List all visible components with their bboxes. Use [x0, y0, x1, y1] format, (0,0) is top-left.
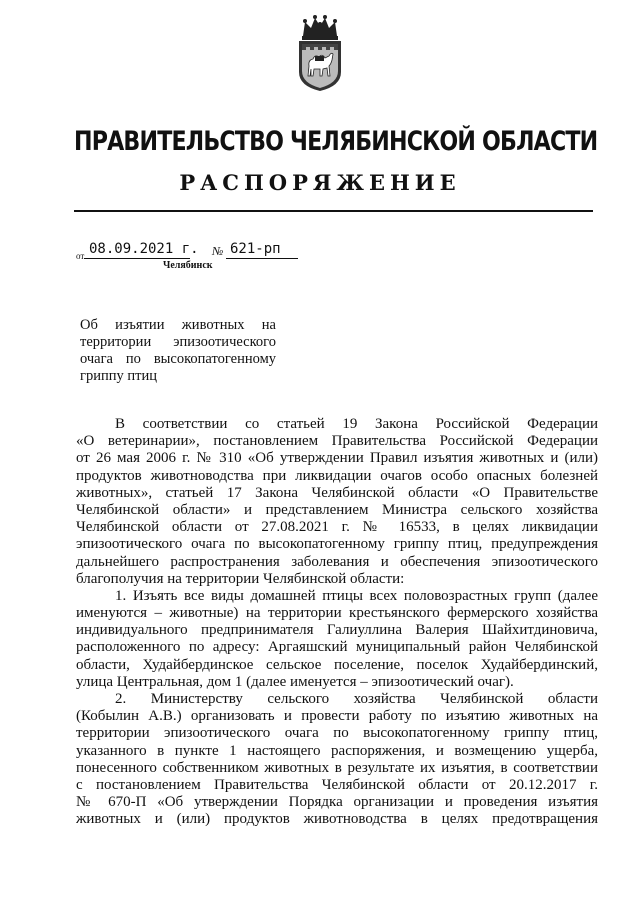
document-subject: Об изъятии животных на территории эпизоотического очага по высокопатогенному гриппу птиц [80, 317, 276, 384]
body-line: 2. Министерству сельского хозяйства Челябинской области [115, 691, 598, 707]
number-underline [226, 258, 298, 259]
body-line: индивидуального предпринимателя Галиуллина Валерия Шайхитдиновича, [76, 622, 598, 639]
body-line: животных», статьей 17 Закона Челябинской области «О Правительстве [76, 484, 598, 501]
body-line: Челябинской области от 27.08.2021 г. № 16533, в целях ликвидации [76, 519, 598, 536]
body-line: улица Центральная, дом 1 (далее именуется – эпизоотический очаг). [76, 673, 514, 690]
body-line: В соответствии со статьей 19 Закона Российской Федерации [115, 416, 598, 432]
city-label: Челябинск [163, 260, 213, 271]
body-line: (Кобылин А.В.) организовать и провести работу по изъятию животных на [76, 708, 598, 725]
body-line: с постановлением Правительства Челябинской области от 20.12.2017 г. [76, 776, 598, 793]
body-line: № 670-П «Об утверждении Порядка организации и проведения изъятия [76, 794, 598, 811]
body-line: эпизоотического очага по высокопатогенному гриппу птиц, предупреждения [76, 536, 598, 553]
document-type: РАСПОРЯЖЕНИЕ [179, 170, 461, 195]
header-divider [74, 210, 593, 212]
coat-of-arms-icon [291, 14, 349, 92]
organization-name: ПРАВИТЕЛЬСТВО ЧЕЛЯБИНСКОЙ ОБЛАСТИ [74, 126, 598, 157]
body-line: именуются – животные) на территории крестьянского фермерского хозяйства [76, 605, 598, 622]
body-line: расположенного по адресу: Аргаяшский муниципальный район Челябинской [76, 639, 598, 656]
date-prefix-label: от [76, 251, 85, 261]
body-line: благополучия на территории Челябинской области: [76, 570, 405, 587]
body-line: Челябинской области» и представлением Министра сельского хозяйства [76, 501, 598, 518]
body-line: указанного в пункте 1 настоящего распоряжения, и возмещению ущерба, [76, 742, 598, 759]
document-number: 621-рп [230, 241, 281, 257]
body-line: понесенного собственником животных в результате их изъятия, в соответствии [76, 759, 598, 776]
number-label: № [212, 244, 224, 258]
body-line: «О ветеринарии», постановлением Правительства Российской Федерации [76, 433, 598, 450]
body-line: области, Худайбердинское сельское поселение, поселок Худайбердинский, [76, 656, 598, 673]
body-line: от 26 мая 2006 г. № 310 «Об утверждении Правил изъятия животных и (или) [76, 450, 598, 467]
body-line: продуктов животноводства при ликвидации очагов особо опасных болезней [76, 467, 598, 484]
body-line: животных и (или) продуктов животноводства в целях предотвращения [76, 811, 598, 828]
body-line: 1. Изъять все виды домашней птицы всех половозрастных групп (далее [115, 587, 598, 604]
body-line: территории эпизоотического очага по высокопатогенному гриппу птиц, [76, 725, 598, 742]
document-body [76, 416, 598, 829]
date-underline [84, 258, 190, 259]
document-date: 08.09.2021 г. [89, 241, 199, 257]
body-line: дальнейшего распространения заболевания и обеспечения эпизоотического [76, 553, 598, 570]
